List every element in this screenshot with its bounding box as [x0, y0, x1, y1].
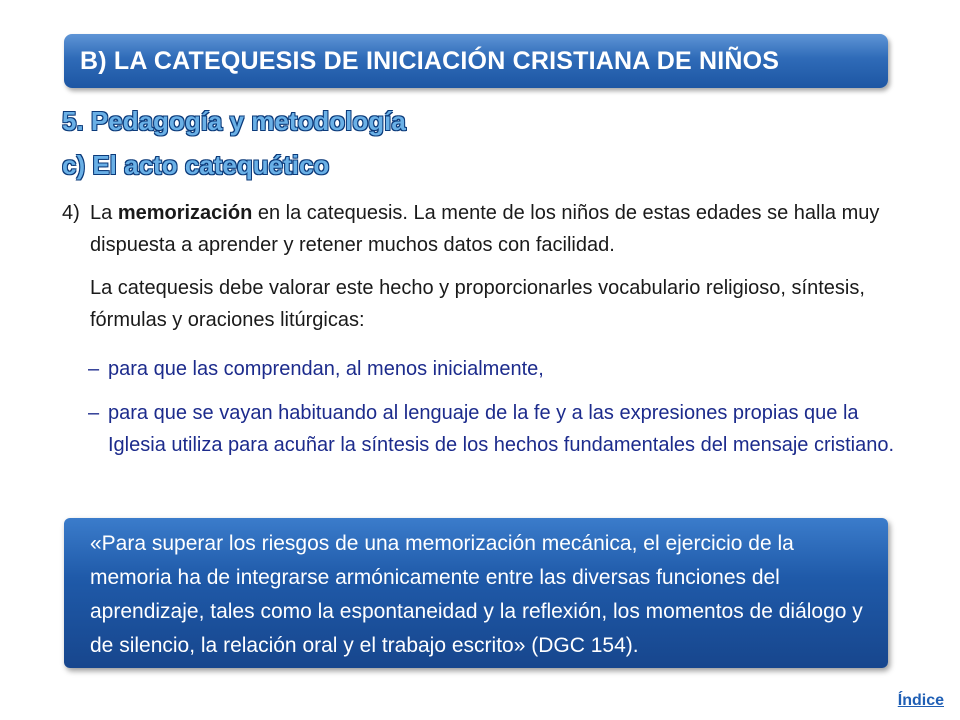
item-number: 4)	[62, 202, 80, 224]
title-banner	[64, 34, 888, 88]
quote-box	[64, 518, 888, 668]
banner-title: B) LA CATEQUESIS DE INICIACIÓN CRISTIANA DE NIÑOS	[80, 46, 780, 75]
dash-item	[88, 353, 898, 385]
dash-text: para que se vayan habituando al lenguaje de la fe y a las expresiones propias que la Iglesia utiliza para acuñar la síntesis de los hechos fundamentales del mensaje cristiano.	[108, 402, 894, 456]
dash-mark: –	[88, 402, 100, 424]
paragraph-2: La catequesis debe valorar este hecho y proporcionarles vocabulario religioso, síntesis, fórmulas y oraciones litúrgicas:	[90, 277, 865, 331]
dash-item	[88, 397, 898, 461]
quote-text: «Para superar los riesgos de una memorización mecánica, el ejercicio de la memoria ha de integrarse armónicamente entre las diversas funciones del aprendizaje, tales como la espontaneidad y la reflexión, los momentos de diálogo y de silencio, la relación oral y el trabajo escrito» (DGC 154).	[90, 532, 863, 657]
index-link[interactable]: Índice	[897, 692, 944, 709]
subsection-heading: c) El acto catequético	[62, 150, 330, 180]
section-heading: 5. Pedagogía y metodología	[62, 106, 406, 136]
item-bold-term: memorización	[117, 202, 253, 224]
dash-text: para que las comprendan, al menos inicialmente,	[108, 358, 544, 380]
item-paragraph	[62, 197, 902, 261]
item-text-before: La	[90, 202, 118, 224]
dash-mark: –	[88, 358, 100, 380]
item-text-after: en la catequesis. La mente de los niños de estas edades se halla muy dispuesta a aprender y retener muchos datos con facilidad.	[90, 202, 880, 256]
item-text	[90, 197, 902, 261]
